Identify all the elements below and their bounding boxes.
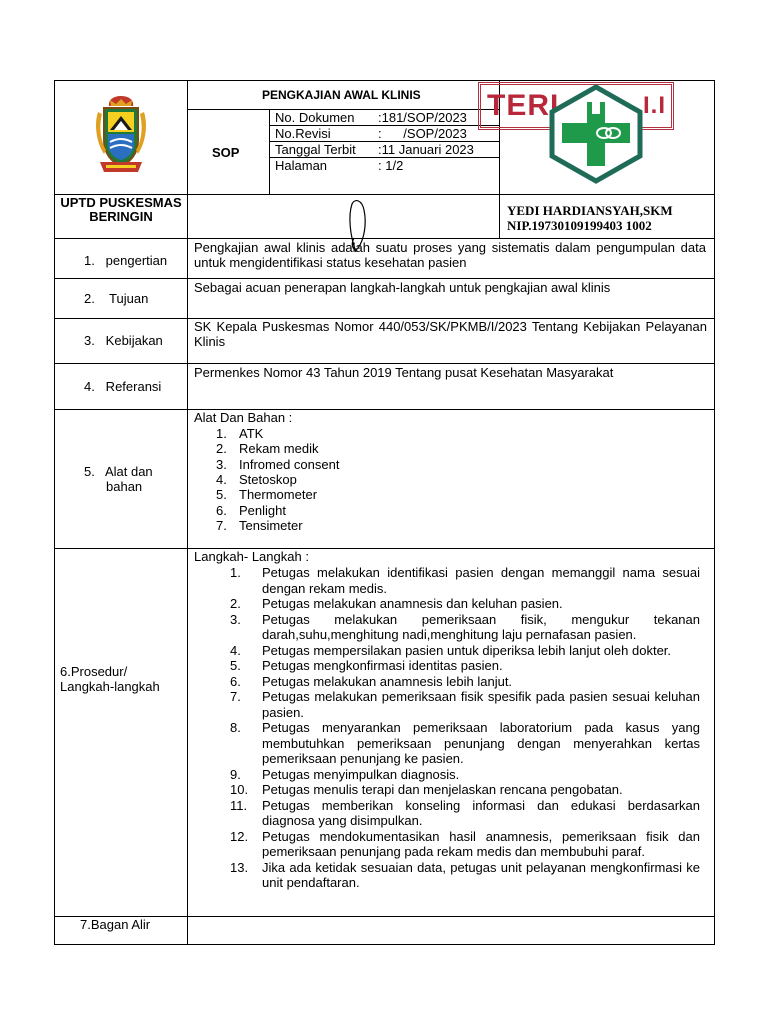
page-label: Halaman xyxy=(275,158,328,173)
sop-label: SOP xyxy=(212,145,240,160)
sop-column-divider xyxy=(269,109,270,194)
step-text: Petugas mendokumentasikan hasil anamnesis, pemeriksaan fisik dan pemeriksaan penunjang pada rekam medis dan membubuhi paraf. xyxy=(262,828,700,859)
stamp-text: TERI xyxy=(487,89,560,122)
prosedur-label-line2: Langkah-langkah xyxy=(60,679,160,694)
page-value: : 1/2 xyxy=(378,158,404,173)
step-number: 7. xyxy=(230,689,241,704)
prosedur-step xyxy=(230,782,700,798)
table-right-border xyxy=(714,80,715,945)
step-text: Petugas menyimpulkan diagnosis. xyxy=(262,766,460,782)
alat-item-number: 3. xyxy=(216,456,227,472)
kebijakan-label: 3. Kebijakan xyxy=(84,333,163,348)
referansi-label: 4. Referansi xyxy=(84,379,162,394)
step-text: Petugas menyarankan pemeriksaan laboratorium pada kasus yang membutuhkan pemeriksaan penunjang dengan menyerahkan kertas pemeriksaan penunjang ke pasien. xyxy=(262,720,700,766)
row-divider xyxy=(54,238,715,239)
step-number: 13. xyxy=(230,859,249,875)
alat-item: Tensimeter xyxy=(239,517,303,533)
step-text: Petugas melakukan identifikasi pasien dengan memanggil nama sesuai dengan rekam medis. xyxy=(262,565,700,596)
document-title: PENGKAJIAN AWAL KLINIS xyxy=(262,88,421,102)
alat-item: Rekam medik xyxy=(239,441,319,457)
alat-item-number: 6. xyxy=(216,502,227,518)
step-text: Jika ada ketidak sesuaian data, petugas unit pelayanan mengkonfirmasi ke unit pendaftaran. xyxy=(262,859,700,890)
step-number: 11. xyxy=(230,797,248,813)
bagan-alir-label: 7.Bagan Alir xyxy=(80,917,151,932)
row-divider xyxy=(54,916,715,917)
prosedur-label: 6.Prosedur/ xyxy=(60,664,128,679)
table-left-border xyxy=(54,80,55,945)
tujuan-text: Sebagai acuan penerapan langkah-langkah untuk pengkajian awal klinis xyxy=(194,280,611,295)
prosedur-step xyxy=(230,658,700,674)
alat-item-number: 4. xyxy=(216,471,227,487)
step-number: 12. xyxy=(230,828,249,844)
alat-item-number: 1. xyxy=(216,426,227,441)
alat-intro: Alat Dan Bahan : xyxy=(194,410,293,425)
alat-item: Infromed consent xyxy=(239,456,340,472)
step-text: Petugas melakukan pemeriksaan fisik, mengukur tekanan darah,suhu,menghitung nadi,menghitung laju pernafasan pasien. xyxy=(262,611,700,642)
step-text: Petugas melakukan pemeriksaan fisik spesifik pada pasien sesuai keluhan pasien. xyxy=(262,689,700,720)
alat-item-number: 2. xyxy=(216,441,227,457)
step-number: 2. xyxy=(230,596,241,611)
alat-label-line2: bahan xyxy=(106,479,143,494)
prosedur-steps xyxy=(230,565,700,891)
prosedur-step xyxy=(230,565,700,596)
step-text: Petugas mengkonfirmasi identitas pasien. xyxy=(262,658,503,673)
step-text: Petugas mempersilakan pasien untuk diperiksa lebih lanjut oleh dokter. xyxy=(262,642,672,658)
prosedur-step xyxy=(230,720,700,767)
label-column-divider xyxy=(187,80,188,945)
issue-date-value: :11 Januari 2023 xyxy=(378,142,474,157)
kebijakan-text: SK Kepala Puskesmas Nomor 440/053/SK/PKMB/I/2023 Tentang Kebijakan Pelayanan Klinis xyxy=(194,319,707,349)
step-number: 4. xyxy=(230,642,241,658)
pengertian-text: Pengkajian awal klinis adalah suatu proses yang sistematis dalam pengumpulan data untuk mengidentifikasi status kesehatan pasien xyxy=(194,240,706,270)
prosedur-step xyxy=(230,767,700,783)
step-text: Petugas memberikan konseling informasi dan edukasi berdasarkan diagnosa yang disimpulkan. xyxy=(262,797,700,828)
regional-emblem-logo xyxy=(90,92,152,180)
pengertian-label: 1. pengertian xyxy=(84,253,168,268)
step-text: Petugas melakukan anamnesis lebih lanjut. xyxy=(262,673,513,689)
table-bottom-border xyxy=(54,944,715,945)
alat-item: Thermometer xyxy=(239,487,318,503)
prosedur-step xyxy=(230,829,700,860)
doc-number-value: :181/SOP/2023 xyxy=(378,110,467,125)
prosedur-step xyxy=(230,689,700,720)
row-divider xyxy=(54,409,715,410)
alat-item-number: 7. xyxy=(216,517,227,533)
prosedur-step xyxy=(230,596,700,612)
table-top-border xyxy=(54,80,715,81)
alat-item-number: 5. xyxy=(216,487,227,503)
issue-date-label: Tanggal Terbit xyxy=(275,142,356,157)
doc-number-label: No. Dokumen xyxy=(275,110,355,125)
alat-item: Stetoskop xyxy=(239,471,297,487)
referansi-text: Permenkes Nomor 43 Tahun 2019 Tentang pusat Kesehatan Masyarakat xyxy=(194,365,614,380)
puskesmas-logo xyxy=(546,84,646,184)
row-divider xyxy=(54,548,715,549)
tujuan-label: 2. Tujuan xyxy=(84,291,149,306)
row-divider xyxy=(54,363,715,364)
revision-label: No.Revisi xyxy=(275,126,331,141)
step-number: 3. xyxy=(230,611,241,627)
step-number: 10. xyxy=(230,782,249,797)
step-number: 9. xyxy=(230,766,241,782)
alat-item: ATK xyxy=(239,426,264,441)
step-text: Petugas menulis terapi dan menjelaskan rencana pengobatan. xyxy=(262,782,623,797)
prosedur-step xyxy=(230,798,700,829)
step-number: 1. xyxy=(230,565,241,580)
step-number: 6. xyxy=(230,673,241,689)
step-number: 5. xyxy=(230,658,241,673)
prosedur-step xyxy=(230,860,700,891)
row-divider xyxy=(54,278,715,279)
revision-value: : /SOP/2023 xyxy=(378,126,467,141)
alat-label: 5. Alat dan xyxy=(84,464,153,479)
step-text: Petugas melakukan anamnesis dan keluhan pasien. xyxy=(262,596,563,611)
organization-name: UPTD PUSKESMAS BERINGIN xyxy=(60,195,182,224)
stamp-text-right: I.I xyxy=(643,92,667,119)
prosedur-step xyxy=(230,674,700,690)
step-number: 8. xyxy=(230,720,241,735)
prosedur-intro: Langkah- Langkah : xyxy=(194,549,309,564)
alat-item: Penlight xyxy=(239,502,286,518)
signer-name: YEDI HARDIANSYAH,SKM xyxy=(507,203,673,218)
prosedur-step xyxy=(230,643,700,659)
signer-nip: NIP.19730109199403 1002 xyxy=(507,218,652,233)
prosedur-step xyxy=(230,612,700,643)
